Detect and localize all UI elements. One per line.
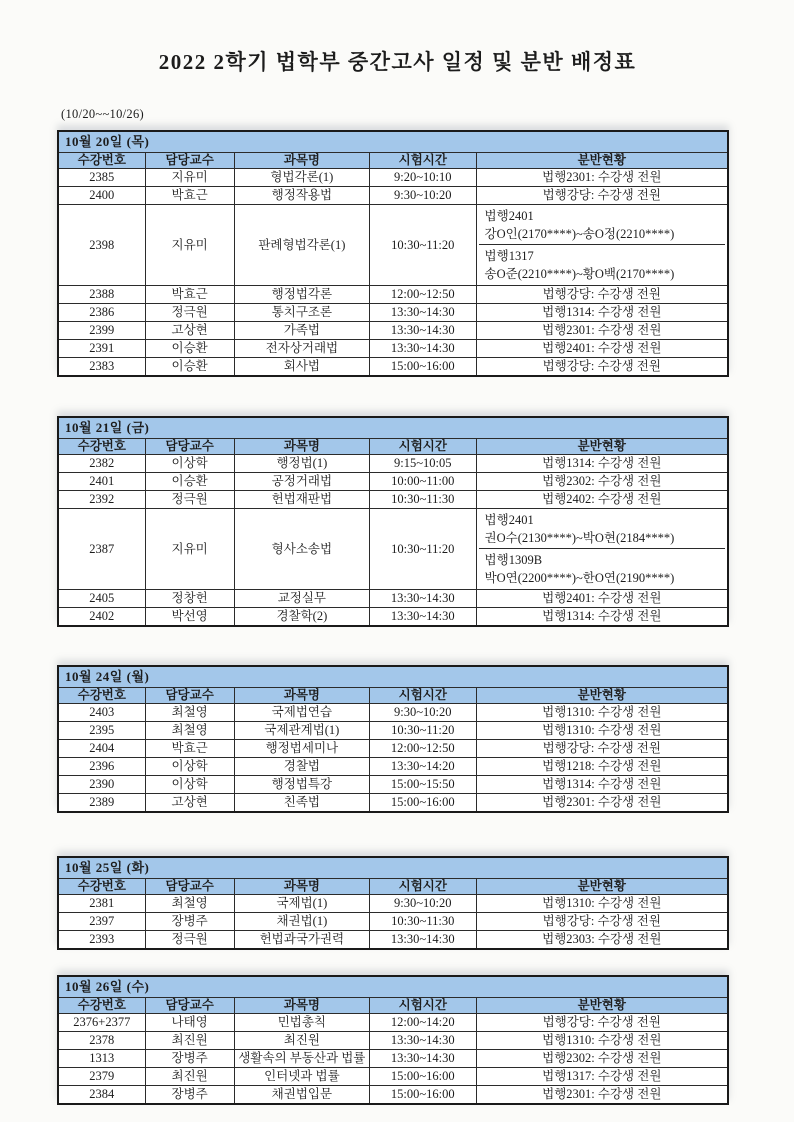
cell-room: 법행1310: 수강생 전원 <box>476 722 728 740</box>
column-header: 과목명 <box>234 879 369 895</box>
column-header: 과목명 <box>234 153 369 169</box>
table-row <box>58 304 728 322</box>
cell-code: 2392 <box>58 491 145 509</box>
cell-code: 2399 <box>58 322 145 340</box>
split-room-block <box>479 245 725 285</box>
cell-course: 인터넷과 법률 <box>234 1068 369 1086</box>
cell-room: 법행1317: 수강생 전원 <box>476 1068 728 1086</box>
table-body <box>58 666 728 812</box>
column-header: 분반현황 <box>476 153 728 169</box>
cell-course: 국제법(1) <box>234 895 369 913</box>
table-body <box>58 131 728 376</box>
cell-prof: 정창헌 <box>145 590 234 608</box>
cell-code: 2401 <box>58 473 145 491</box>
column-header: 수강번호 <box>58 439 145 455</box>
cell-course: 경찰법 <box>234 758 369 776</box>
cell-course: 헌법과국가권력 <box>234 931 369 950</box>
table-row <box>58 322 728 340</box>
table-row <box>58 1068 728 1086</box>
column-header: 수강번호 <box>58 998 145 1014</box>
cell-code: 2383 <box>58 358 145 377</box>
cell-time: 15:00~16:00 <box>370 1086 477 1105</box>
column-header: 분반현황 <box>476 998 728 1014</box>
split-room-block <box>479 509 725 549</box>
cell-course: 경찰학(2) <box>234 608 369 627</box>
table-row <box>58 286 728 304</box>
split-room-block <box>479 549 725 589</box>
cell-prof: 박선영 <box>145 608 234 627</box>
day-header: 10월 21일 (금) <box>58 417 728 439</box>
cell-room: 법행1218: 수강생 전원 <box>476 758 728 776</box>
table-row <box>58 187 728 205</box>
cell-time: 15:00~16:00 <box>370 358 477 377</box>
cell-prof: 최진원 <box>145 1032 234 1050</box>
cell-room: 법행1310: 수강생 전원 <box>476 895 728 913</box>
tables-area <box>57 130 730 1105</box>
table-row <box>58 740 728 758</box>
cell-room: 법행2401: 수강생 전원 <box>476 590 728 608</box>
cell-time: 12:00~12:50 <box>370 740 477 758</box>
page-title: 2022 2학기 법학부 중간고사 일정 및 분반 배정표 <box>158 50 637 74</box>
cell-time: 10:30~11:20 <box>370 722 477 740</box>
cell-code: 2403 <box>58 704 145 722</box>
cell-room: 법행1310: 수강생 전원 <box>476 704 728 722</box>
cell-time: 13:30~14:30 <box>370 1032 477 1050</box>
table-body <box>58 857 728 949</box>
exam-day-table <box>57 416 729 627</box>
cell-room: 법행1314: 수강생 전원 <box>476 776 728 794</box>
date-header-row <box>58 857 728 879</box>
cell-time: 12:00~12:50 <box>370 286 477 304</box>
date-range-note: (10/20~~10/26) <box>61 107 144 121</box>
cell-code: 2379 <box>58 1068 145 1086</box>
column-header: 시험시간 <box>370 153 477 169</box>
cell-code: 2388 <box>58 286 145 304</box>
cell-prof: 고상현 <box>145 794 234 813</box>
cell-time: 9:30~10:20 <box>370 704 477 722</box>
cell-course: 형사소송법 <box>234 509 369 590</box>
cell-course: 공정거래법 <box>234 473 369 491</box>
column-header: 담당교수 <box>145 153 234 169</box>
cell-time: 10:30~11:30 <box>370 491 477 509</box>
cell-time: 9:30~10:20 <box>370 187 477 205</box>
table-row <box>58 931 728 950</box>
room-line: 법행1317 <box>484 249 534 263</box>
cell-code: 2389 <box>58 794 145 813</box>
cell-room: 법행강당: 수강생 전원 <box>476 286 728 304</box>
cell-prof: 이상학 <box>145 776 234 794</box>
column-header: 시험시간 <box>370 439 477 455</box>
cell-time: 13:30~14:30 <box>370 340 477 358</box>
table-row <box>58 340 728 358</box>
cell-prof: 이승환 <box>145 473 234 491</box>
cell-course: 친족법 <box>234 794 369 813</box>
cell-code: 2396 <box>58 758 145 776</box>
day-header: 10월 25일 (화) <box>58 857 728 879</box>
column-header: 과목명 <box>234 688 369 704</box>
cell-room: 법행2302: 수강생 전원 <box>476 473 728 491</box>
table-row <box>58 1014 728 1032</box>
table-row <box>58 358 728 377</box>
table-row <box>58 455 728 473</box>
table-row <box>58 722 728 740</box>
cell-code: 2393 <box>58 931 145 950</box>
cell-course: 회사법 <box>234 358 369 377</box>
room-line: 법행2401 <box>484 513 534 527</box>
cell-course: 행정법(1) <box>234 455 369 473</box>
cell-course: 채권법입문 <box>234 1086 369 1105</box>
cell-prof: 지유미 <box>145 509 234 590</box>
cell-prof: 정극원 <box>145 304 234 322</box>
cell-prof: 이상학 <box>145 758 234 776</box>
date-header-row <box>58 417 728 439</box>
room-line: 법행1309B <box>484 553 543 567</box>
cell-prof: 정극원 <box>145 491 234 509</box>
table-row <box>58 704 728 722</box>
table-row <box>58 205 728 286</box>
cell-time: 15:00~16:00 <box>370 794 477 813</box>
cell-code: 2384 <box>58 1086 145 1105</box>
column-header: 담당교수 <box>145 998 234 1014</box>
room-line: 법행2401 <box>484 209 534 223</box>
cell-time: 10:00~11:00 <box>370 473 477 491</box>
day-header: 10월 20일 (목) <box>58 131 728 153</box>
column-header-row <box>58 998 728 1014</box>
cell-room-split <box>476 509 728 590</box>
exam-day-table <box>57 665 729 813</box>
cell-course: 교정실무 <box>234 590 369 608</box>
cell-course: 가족법 <box>234 322 369 340</box>
cell-code: 2386 <box>58 304 145 322</box>
table-body <box>58 417 728 626</box>
split-room-block <box>479 205 725 245</box>
cell-code: 2402 <box>58 608 145 627</box>
column-header: 분반현황 <box>476 439 728 455</box>
column-header: 과목명 <box>234 439 369 455</box>
column-header: 시험시간 <box>370 879 477 895</box>
cell-time: 12:00~14:20 <box>370 1014 477 1032</box>
cell-code: 2400 <box>58 187 145 205</box>
table-row <box>58 169 728 187</box>
cell-course: 최진원 <box>234 1032 369 1050</box>
cell-prof: 정극원 <box>145 931 234 950</box>
cell-time: 13:30~14:30 <box>370 608 477 627</box>
cell-time: 13:30~14:20 <box>370 758 477 776</box>
cell-course: 전자상거래법 <box>234 340 369 358</box>
cell-course: 국제관계법(1) <box>234 722 369 740</box>
table-row <box>58 776 728 794</box>
cell-prof: 박효근 <box>145 187 234 205</box>
column-header: 담당교수 <box>145 439 234 455</box>
cell-time: 15:00~15:50 <box>370 776 477 794</box>
cell-code: 2376+2377 <box>58 1014 145 1032</box>
column-header-row <box>58 153 728 169</box>
cell-course: 행정작용법 <box>234 187 369 205</box>
cell-code: 2378 <box>58 1032 145 1050</box>
cell-prof: 지유미 <box>145 169 234 187</box>
cell-room: 법행2303: 수강생 전원 <box>476 931 728 950</box>
cell-room: 법행2301: 수강생 전원 <box>476 1086 728 1105</box>
cell-prof: 박효근 <box>145 740 234 758</box>
column-header: 시험시간 <box>370 998 477 1014</box>
cell-time: 13:30~14:30 <box>370 590 477 608</box>
table-row <box>58 590 728 608</box>
table-row <box>58 509 728 590</box>
table-row <box>58 794 728 813</box>
range-line: 강O인(2170****)~송O정(2210****) <box>484 227 675 241</box>
cell-code: 2398 <box>58 205 145 286</box>
cell-room: 법행강당: 수강생 전원 <box>476 740 728 758</box>
day-header: 10월 24일 (월) <box>58 666 728 688</box>
cell-code: 2382 <box>58 455 145 473</box>
cell-room: 법행2301: 수강생 전원 <box>476 322 728 340</box>
cell-room-split <box>476 205 728 286</box>
range-line: 박O연(2200****)~한O연(2190****) <box>484 571 675 585</box>
cell-course: 국제법연습 <box>234 704 369 722</box>
cell-time: 13:30~14:30 <box>370 322 477 340</box>
cell-code: 2391 <box>58 340 145 358</box>
cell-time: 9:15~10:05 <box>370 455 477 473</box>
column-header: 담당교수 <box>145 879 234 895</box>
cell-code: 1313 <box>58 1050 145 1068</box>
table-row <box>58 913 728 931</box>
exam-day-table <box>57 975 729 1105</box>
cell-room: 법행2401: 수강생 전원 <box>476 340 728 358</box>
cell-room: 법행1314: 수강생 전원 <box>476 455 728 473</box>
column-header: 시험시간 <box>370 688 477 704</box>
column-header-row <box>58 688 728 704</box>
cell-room: 법행1310: 수강생 전원 <box>476 1032 728 1050</box>
cell-course: 헌법재판법 <box>234 491 369 509</box>
cell-prof: 지유미 <box>145 205 234 286</box>
cell-room: 법행강당: 수강생 전원 <box>476 358 728 377</box>
cell-code: 2385 <box>58 169 145 187</box>
cell-prof: 박효근 <box>145 286 234 304</box>
date-header-row <box>58 666 728 688</box>
cell-room: 법행강당: 수강생 전원 <box>476 913 728 931</box>
cell-prof: 장병주 <box>145 1086 234 1105</box>
cell-room: 법행강당: 수강생 전원 <box>476 187 728 205</box>
table-row <box>58 758 728 776</box>
cell-prof: 고상현 <box>145 322 234 340</box>
table-row <box>58 491 728 509</box>
cell-course: 행정법특강 <box>234 776 369 794</box>
cell-course: 판례형법각론(1) <box>234 205 369 286</box>
day-header: 10월 26일 (수) <box>58 976 728 998</box>
cell-course: 행정법세미나 <box>234 740 369 758</box>
cell-prof: 이상학 <box>145 455 234 473</box>
cell-course: 민법총칙 <box>234 1014 369 1032</box>
table-row <box>58 608 728 627</box>
cell-time: 15:00~16:00 <box>370 1068 477 1086</box>
cell-room: 법행1314: 수강생 전원 <box>476 304 728 322</box>
date-header-row <box>58 976 728 998</box>
cell-room: 법행강당: 수강생 전원 <box>476 1014 728 1032</box>
cell-time: 13:30~14:30 <box>370 1050 477 1068</box>
table-body <box>58 976 728 1104</box>
table-row <box>58 1050 728 1068</box>
cell-course: 행정법각론 <box>234 286 369 304</box>
cell-prof: 최철영 <box>145 722 234 740</box>
column-header-row <box>58 439 728 455</box>
cell-prof: 최철영 <box>145 895 234 913</box>
table-row <box>58 1086 728 1105</box>
date-header-row <box>58 131 728 153</box>
range-line: 권O수(2130****)~박O현(2184****) <box>484 531 675 545</box>
cell-time: 9:30~10:20 <box>370 895 477 913</box>
cell-room: 법행2402: 수강생 전원 <box>476 491 728 509</box>
cell-prof: 최진원 <box>145 1068 234 1086</box>
cell-prof: 장병주 <box>145 913 234 931</box>
table-row <box>58 895 728 913</box>
cell-time: 13:30~14:30 <box>370 931 477 950</box>
column-header: 과목명 <box>234 998 369 1014</box>
column-header-row <box>58 879 728 895</box>
column-header: 수강번호 <box>58 153 145 169</box>
table-row <box>58 1032 728 1050</box>
cell-time: 9:20~10:10 <box>370 169 477 187</box>
cell-time: 10:30~11:20 <box>370 509 477 590</box>
exam-day-table <box>57 130 729 377</box>
cell-course: 채권법(1) <box>234 913 369 931</box>
cell-prof: 이승환 <box>145 358 234 377</box>
cell-code: 2397 <box>58 913 145 931</box>
cell-room: 법행1314: 수강생 전원 <box>476 608 728 627</box>
exam-day-table <box>57 856 729 950</box>
cell-time: 10:30~11:30 <box>370 913 477 931</box>
cell-prof: 나태영 <box>145 1014 234 1032</box>
cell-time: 10:30~11:20 <box>370 205 477 286</box>
cell-code: 2381 <box>58 895 145 913</box>
cell-course: 생활속의 부동산과 법률 <box>234 1050 369 1068</box>
column-header: 분반현황 <box>476 688 728 704</box>
cell-code: 2395 <box>58 722 145 740</box>
cell-code: 2390 <box>58 776 145 794</box>
cell-room: 법행2301: 수강생 전원 <box>476 794 728 813</box>
cell-code: 2387 <box>58 509 145 590</box>
cell-course: 형법각론(1) <box>234 169 369 187</box>
column-header: 담당교수 <box>145 688 234 704</box>
cell-room: 법행2302: 수강생 전원 <box>476 1050 728 1068</box>
cell-code: 2404 <box>58 740 145 758</box>
range-line: 송O준(2210****)~황O백(2170****) <box>484 267 675 281</box>
cell-prof: 장병주 <box>145 1050 234 1068</box>
cell-prof: 이승환 <box>145 340 234 358</box>
cell-code: 2405 <box>58 590 145 608</box>
cell-room: 법행2301: 수강생 전원 <box>476 169 728 187</box>
column-header: 분반현황 <box>476 879 728 895</box>
cell-course: 통치구조론 <box>234 304 369 322</box>
cell-time: 13:30~14:30 <box>370 304 477 322</box>
column-header: 수강번호 <box>58 688 145 704</box>
column-header: 수강번호 <box>58 879 145 895</box>
cell-prof: 최철영 <box>145 704 234 722</box>
table-row <box>58 473 728 491</box>
